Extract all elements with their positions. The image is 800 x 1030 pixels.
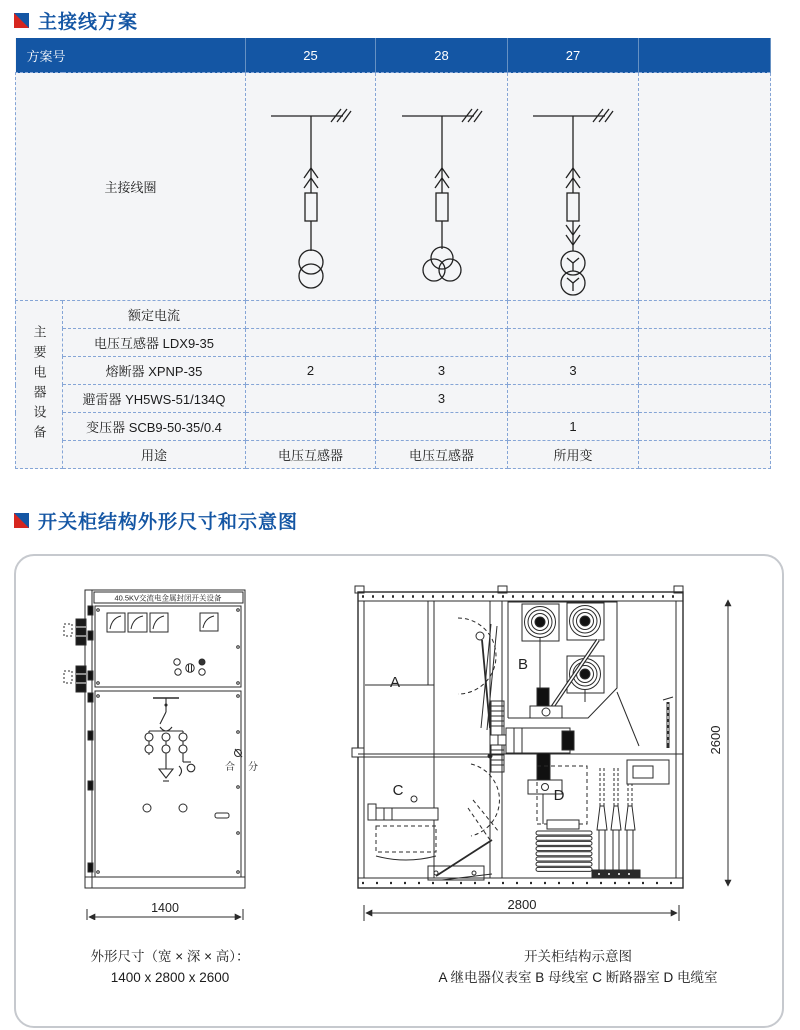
section2-title [14,507,298,534]
diagram-row-label: 主接线圈 [16,73,246,301]
section1-title [14,7,138,34]
open-close-switch [235,749,246,772]
handle-slot [215,813,229,818]
row-name: 变压器 SCB9-50-35/0.4 [63,413,246,441]
compartment-b-label: B [517,656,529,673]
wiring-diagram-scheme-25 [247,73,375,297]
cell-value [508,329,639,357]
row-name: 电压互感器 LDX9-35 [63,329,246,357]
diagram-cell-25 [246,73,376,301]
table-row [16,301,771,329]
close-label: 合 [225,762,235,773]
scheme-25-header: 25 [246,38,376,73]
mimic-diagram [145,698,195,781]
cell-value [376,413,508,441]
main-wiring-scheme-table [15,38,771,469]
door-knob [179,804,187,812]
row-name: 避雷器 YH5WS-51/134Q [63,385,246,413]
dim-2800: 2800 [507,897,537,912]
dim-1400: 1400 [151,901,179,915]
cell-value: 2 [246,357,376,385]
cell-value [639,413,771,441]
cell-value [639,385,771,413]
cabinet-nameplate: 40.5KV交流电金属封闭开关设备 [114,593,222,603]
table-row [16,385,771,413]
cell-value: 电压互感器 [376,441,508,469]
door-knob [143,804,151,812]
cabinet-section-view-drawing [340,570,740,930]
scheme-no-header: 方案号 [16,38,246,73]
wiring-diagram-scheme-27 [509,73,637,297]
wiring-diagram-row [16,73,771,301]
section-marker-icon [14,513,29,528]
structure-caption-line2: A 继电器仪表室 B 母线室 C 断路器室 D 电缆室 [438,970,718,985]
open-label: 分 [248,762,258,773]
cell-value [639,329,771,357]
cell-value: 3 [376,357,508,385]
cell-value [639,441,771,469]
overall-size-caption-line2: 1400 x 2800 x 2600 [110,970,230,985]
structure-caption-line1: 开关柜结构示意图 [524,949,632,964]
cell-value: 3 [508,357,639,385]
cell-value [246,329,376,357]
cell-value [376,301,508,329]
table-row [16,441,771,469]
table-row [16,413,771,441]
table-row [16,329,771,357]
diagram-cell-empty [639,73,771,301]
right-drawing-caption [418,946,738,988]
cell-value [376,329,508,357]
section-marker-icon [14,13,29,28]
cell-value: 电压互感器 [246,441,376,469]
wiring-diagram-scheme-28 [378,73,506,297]
scheme-27-header: 27 [508,38,639,73]
cell-value: 所用变 [508,441,639,469]
cabinet-front-view-drawing [60,575,300,920]
busbar-coils [522,603,604,715]
door-swing-arcs [458,618,499,840]
compartment-d-label: D [553,787,565,804]
equipment-group-label [16,301,63,469]
cell-value [639,357,771,385]
left-drawing-caption [52,946,288,988]
section2-title-text: 开关柜结构外形尺寸和示意图 [38,512,299,533]
meter-icons [107,613,218,632]
compartment-c-internals [368,796,492,880]
cell-value [246,301,376,329]
row-name: 用途 [63,441,246,469]
compartment-c-label: C [392,782,404,799]
overall-size-caption-line1: 外形尺寸（宽 × 深 × 高）： [90,949,250,964]
row-name: 额定电流 [63,301,246,329]
cell-value [639,301,771,329]
indicator-lamps [174,659,205,675]
table-header-row [16,38,771,73]
diagram-cell-28 [376,73,508,301]
scheme-28-header: 28 [376,38,508,73]
row-name: 熔断器 XPNP-35 [63,357,246,385]
cell-value [246,385,376,413]
equipment-group-label-text: 主要电器设备 [31,324,47,445]
compartment-a-label: A [389,674,401,691]
dim-2600: 2600 [708,725,723,755]
diagram-cell-27 [508,73,639,301]
cell-value: 1 [508,413,639,441]
scheme-empty-header [639,38,771,73]
cell-value: 3 [376,385,508,413]
cell-value [246,413,376,441]
cell-value [508,301,639,329]
section1-title-text: 主接线方案 [38,12,139,33]
hinge-icons [64,606,93,872]
table-row [16,357,771,385]
cell-value [508,385,639,413]
